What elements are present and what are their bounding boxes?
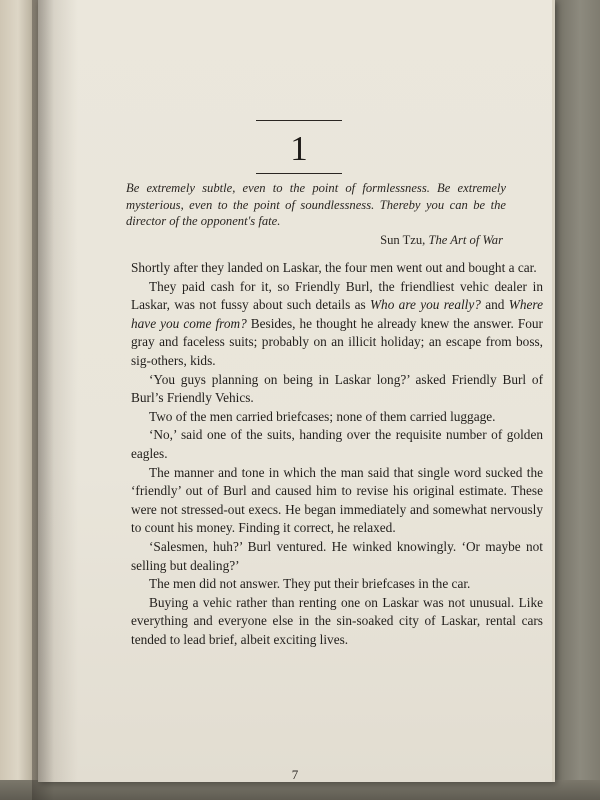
paragraph: Buying a vehic rather than renting one on Laskar was not unusual. Like everything and everyone else in the sin-soaked city of Laskar, rental cars tended to lead brief, albeit exciting lives.	[131, 594, 543, 647]
epigraph-work: The Art of War	[428, 232, 503, 247]
paragraph: ‘Salesmen, huh?’ Burl ventured. He winked knowingly. ‘Or maybe not selling but dealing?’	[131, 538, 543, 573]
paragraph: The manner and tone in which the man said that single word sucked the ‘friendly’ out of Burl and caused him to revise his original estimate. These were not stressed-out execs. He began immediately and somewhat nervously to count his money. Finding it correct, he relaxed.	[131, 464, 543, 536]
body-text	[131, 259, 543, 649]
epigraph-quote: Be extremely subtle, even to the point of formlessness. Be extremely mysterious, even to the point of soundlessness. Thereby you can be the director of the opponent's fate.	[126, 181, 506, 228]
backdrop-right	[550, 0, 600, 800]
chapter-number: 1	[290, 129, 308, 168]
paragraph: They paid cash for it, so Friendly Burl, the friendliest vehic dealer in Laskar, was not fussy about such details as Who are you really? and Where have you come from? Besides, he thought he already knew the answer. Four gray and faceless suits; probably on an illicit holiday; an escape from boss, sig-others, kids.	[131, 278, 543, 368]
chapter-heading	[256, 120, 342, 174]
backdrop-bottom	[0, 780, 600, 800]
epigraph	[126, 180, 506, 248]
epigraph-author: Sun Tzu,	[380, 232, 426, 247]
chapter-rule-bottom	[256, 173, 342, 174]
page-number: 7	[291, 767, 299, 782]
paragraph: ‘No,’ said one of the suits, handing over the requisite number of golden eagles.	[131, 427, 543, 461]
paragraph: Two of the men carried briefcases; none of them carried luggage.	[149, 408, 496, 424]
epigraph-attribution	[126, 232, 506, 249]
paragraph: The men did not answer. They put their briefcases in the car.	[149, 576, 471, 592]
book-page	[38, 0, 555, 782]
chapter-rule-top	[256, 120, 342, 121]
gutter-shadow	[32, 0, 54, 800]
paragraph: ‘You guys planning on being in Laskar long?’ asked Friendly Burl of Burl’s Friendly Vehics.	[131, 371, 543, 406]
paragraph: Shortly after they landed on Laskar, the four men went out and bought a car.	[131, 260, 537, 275]
